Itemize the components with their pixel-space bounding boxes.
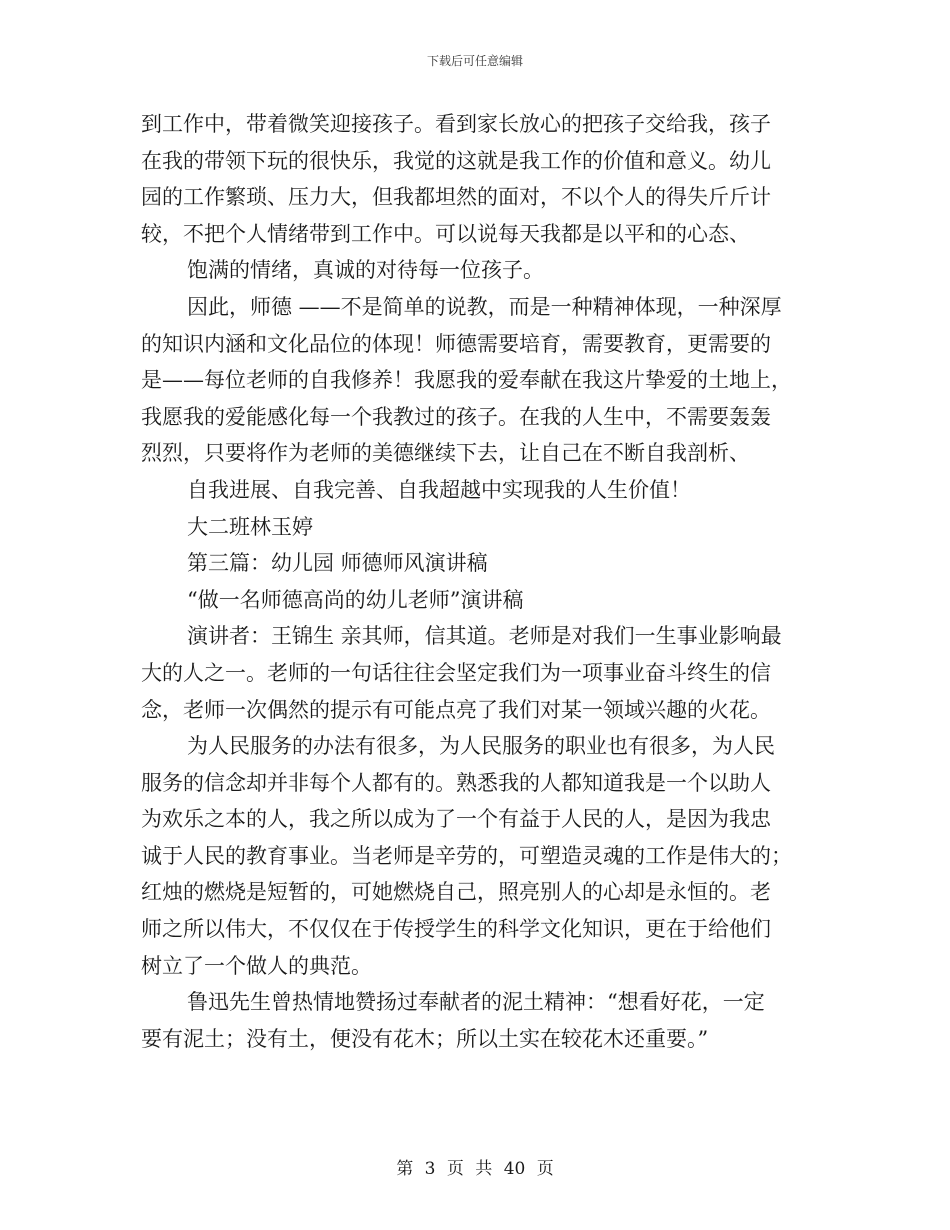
text-line-23: 师之所以伟大，不仅仅在于传授学生的科学文化知识，更在于给他们 — [141, 917, 771, 942]
document-body — [141, 106, 811, 1057]
text-line-19: 服务的信念却并非每个人都有的。熟悉我的人都知道我是一个以助人 — [141, 770, 771, 795]
text-line-22: 红烛的燃烧是短暂的，可她燃烧自己，照亮别人的心却是永恒的。老 — [141, 880, 771, 905]
text-line-3: 园的工作繁琐、压力大，但我都坦然的面对，不以个人的得失斤斤计 — [141, 185, 771, 210]
text-line-9: 我愿我的爱能感化每一个我教过的孩子。在我的人生中，不需要轰轰 — [141, 404, 771, 429]
author-signature: 大二班林玉婷 — [187, 514, 313, 539]
text-line-15: 演讲者：王锦生 亲其师，信其道。老师是对我们一生事业影响最 — [187, 624, 782, 649]
text-line-26: 要有泥土；没有土，便没有花木；所以土实在较花木还重要。” — [141, 1026, 709, 1051]
text-line-4: 较，不把个人情绪带到工作中。可以说每天我都是以平和的心态、 — [141, 221, 750, 246]
text-line-21: 诚于人民的教育事业。当老师是辛劳的，可塑造灵魂的工作是伟大的； — [141, 843, 792, 868]
text-line-8: 是——每位老师的自我修养！我愿我的爱奉献在我这片挚爱的土地上， — [141, 368, 792, 393]
text-line-5: 饱满的情绪，真诚的对待每一位孩子。 — [187, 258, 544, 283]
text-line-16: 大的人之一。老师的一句话往往会坚定我们为一项事业奋斗终生的信 — [141, 660, 771, 685]
text-line-11: 自我进展、自我完善、自我超越中实现我的人生价值！ — [187, 477, 691, 502]
section-heading: 第三篇：幼儿园 师德师风演讲稿 — [187, 551, 488, 576]
text-line-25: 鲁迅先生曾热情地赞扬过奉献者的泥土精神：“想看好花，一定 — [187, 990, 765, 1015]
text-line-18: 为人民服务的办法有很多，为人民服务的职业也有很多，为人民 — [187, 734, 775, 759]
text-line-17: 念，老师一次偶然的提示有可能点亮了我们对某一领域兴趣的火花。 — [141, 697, 771, 722]
text-line-2: 在我的带领下玩的很快乐，我觉的这就是我工作的价值和意义。幼儿 — [141, 148, 771, 173]
text-line-6: 因此，师德 ——不是简单的说教，而是一种精神体现，一种深厚 — [187, 294, 782, 319]
page-number-footer: 第 3 页 共 40 页 — [396, 1159, 554, 1179]
text-line-7: 的知识内涵和文化品位的体现！师德需要培育，需要教育，更需要的 — [141, 331, 771, 356]
text-line-20: 为欢乐之本的人，我之所以成为了一个有益于人民的人，是因为我忠 — [141, 807, 771, 832]
text-line-1: 到工作中，带着微笑迎接孩子。看到家长放心的把孩子交给我，孩子 — [141, 112, 771, 136]
speech-title: “做一名师德高尚的幼儿老师”演讲稿 — [187, 587, 524, 612]
text-line-10: 烈烈，只要将作为老师的美德继续下去，让自己在不断自我剖析、 — [141, 441, 750, 466]
page-header-note: 下载后可任意编辑 — [426, 54, 523, 68]
text-line-24: 树立了一个做人的典范。 — [141, 953, 372, 978]
